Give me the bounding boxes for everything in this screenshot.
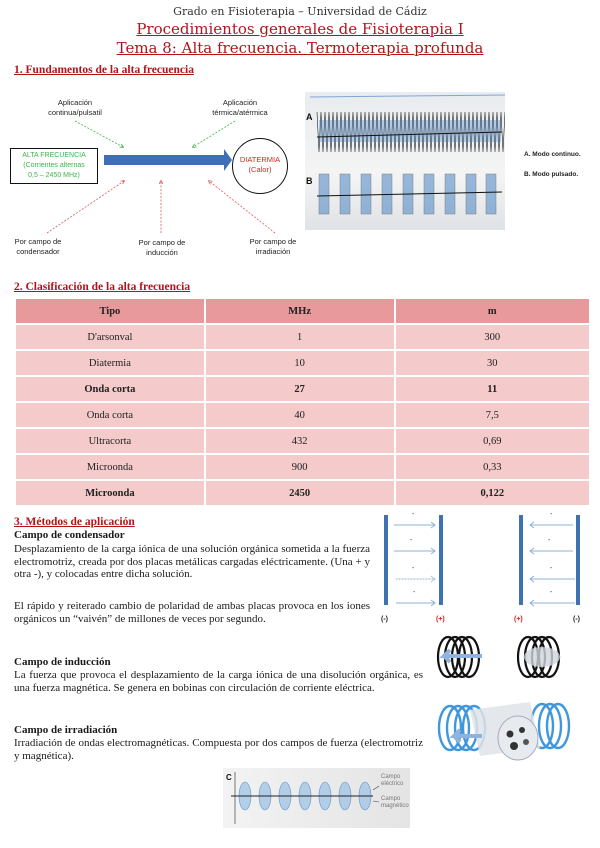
irradiation-field-title: Campo de irradiación (14, 724, 118, 736)
legend-pulsed-mode: B. Modo pulsado. (524, 171, 579, 178)
label-line: Aplicación (222, 98, 258, 107)
svg-text:C: C (226, 773, 232, 782)
cell-mhz: 27 (206, 377, 394, 401)
label-line: Campo (381, 774, 401, 780)
label-line: irradiación (255, 247, 291, 256)
cell-mhz: 1 (206, 325, 394, 349)
cell-tipo: D'arsonval (16, 325, 204, 349)
charge-symbol: - (413, 589, 416, 596)
cell-mhz: 40 (206, 403, 394, 427)
capacitor-plates-figure (380, 512, 595, 632)
table-row (16, 325, 589, 349)
circle-line: (Calor) (248, 165, 272, 174)
table-row (16, 429, 589, 453)
electric-field-label (381, 774, 403, 788)
label-line: Campo (381, 796, 401, 802)
charge-arrows-icon (380, 512, 595, 612)
electromagnetic-wave-figure (223, 768, 410, 828)
label-thermal-athermal (205, 98, 275, 118)
polarity-negative-right: (-) (573, 616, 580, 623)
cell-mhz: 2450 (206, 481, 394, 505)
label-line: térmica/atérmica (212, 108, 268, 117)
label-induction-field (127, 238, 197, 258)
topic-title: Tema 8: Alta frecuencia. Termoterapia profunda (116, 39, 484, 57)
cell-mhz: 432 (206, 429, 394, 453)
section-3-title: 3. Métodos de aplicación (14, 516, 135, 528)
box-line: ALTA FRECUENCIA (22, 152, 86, 159)
table-row (16, 377, 589, 401)
coil-icon (430, 630, 600, 770)
cell-tipo: Onda corta (16, 403, 204, 427)
high-frequency-box (10, 148, 98, 184)
circle-line: DIATERMIA (239, 155, 281, 164)
charge-symbol: - (550, 589, 553, 596)
induction-field-title: Campo de inducción (14, 656, 111, 668)
induction-coils-figure (430, 630, 600, 770)
table-row (16, 455, 589, 479)
charge-symbol: - (410, 537, 413, 544)
box-line: (Corrientes alternas (23, 162, 85, 169)
irradiation-field-paragraph: Irradiación de ondas electromagnéticas. Compuesta por dos campos de fuerza (electromotriz y magnética). (14, 737, 423, 762)
polarity-negative-left: (-) (381, 616, 388, 623)
label-line: Por campo de (249, 237, 297, 246)
box-line: 0,5 – 2450 MHz) (28, 172, 80, 179)
label-line: Por campo de (138, 238, 186, 247)
label-line: Aplicación (57, 98, 93, 107)
condenser-field-paragraph-2: El rápido y reiterado cambio de polaridad de ambas placas provoca en los iones orgánicos un “vaivén” de millones de veces por segundo. (14, 600, 370, 625)
condenser-field-paragraph-1: Desplazamiento de la carga iónica de una solución orgánica sometida a la fuerza electromotriz, creada por dos placas metálicas cargadas eléctricamente. (Una + y otra -), y colocadas entre dicha solución. (14, 543, 370, 580)
cell-mhz: 10 (206, 351, 394, 375)
label-continuous-pulsed (40, 98, 110, 118)
cell-mhz: 900 (206, 455, 394, 479)
cell-m: 300 (396, 325, 589, 349)
column-header-tipo: Tipo (16, 299, 204, 323)
column-header-mhz: MHz (206, 299, 394, 323)
wave-modes-figure (305, 92, 505, 230)
waveform-icon (305, 92, 505, 230)
charge-symbol: - (412, 511, 415, 518)
label-line: eléctrico (381, 781, 404, 787)
cell-m: 0,122 (396, 481, 589, 505)
charge-symbol: - (548, 537, 551, 544)
section-2-title: 2. Clasificación de la alta frecuencia (14, 281, 191, 293)
wave-label-a: A (306, 112, 313, 122)
label-line: Por campo de (14, 237, 62, 246)
label-line: continua/pulsatil (48, 108, 102, 117)
cell-m: 11 (396, 377, 589, 401)
diathermy-circle (232, 138, 288, 194)
cell-tipo: Microonda (16, 455, 204, 479)
course-subtitle: Grado en Fisioterapia – Universidad de Cádiz (173, 5, 427, 18)
label-irradiation-field (240, 237, 306, 257)
label-condenser-field (8, 237, 68, 257)
cell-tipo: Ultracorta (16, 429, 204, 453)
label-line: magnético (381, 803, 409, 809)
table-row (16, 351, 589, 375)
cell-tipo: Microonda (16, 481, 204, 505)
column-header-m: m (396, 299, 589, 323)
charge-symbol: - (550, 511, 553, 518)
charge-symbol: - (550, 565, 553, 572)
table-row (16, 403, 589, 427)
condenser-field-title: Campo de condensador (14, 529, 125, 541)
cell-m: 0,69 (396, 429, 589, 453)
induction-field-paragraph: La fuerza que provoca el desplazamiento de la carga iónica de una disolución orgánica, es una fuerza magnética. Se genera en bobinas con circulación de corriente eléctrica. (14, 669, 423, 694)
label-line: condensador (16, 247, 60, 256)
magnetic-field-label (381, 796, 409, 810)
polarity-positive-right: (+) (514, 616, 523, 623)
cell-m: 0,33 (396, 455, 589, 479)
legend-continuous-mode: A. Modo continuo. (524, 151, 581, 158)
cell-m: 30 (396, 351, 589, 375)
cell-tipo: Diatermia (16, 351, 204, 375)
label-line: inducción (146, 248, 178, 257)
polarity-positive-left: (+) (436, 616, 445, 623)
cell-m: 7,5 (396, 403, 589, 427)
classification-table (14, 297, 591, 507)
page-title: Procedimientos generales de Fisioterapia I (136, 20, 464, 38)
cell-tipo: Onda corta (16, 377, 204, 401)
section-1-title: 1. Fundamentos de la alta frecuencia (14, 64, 194, 76)
table-row (16, 481, 589, 505)
table-header-row (16, 299, 589, 323)
wave-label-b: B (306, 176, 313, 186)
charge-symbol: - (412, 565, 415, 572)
